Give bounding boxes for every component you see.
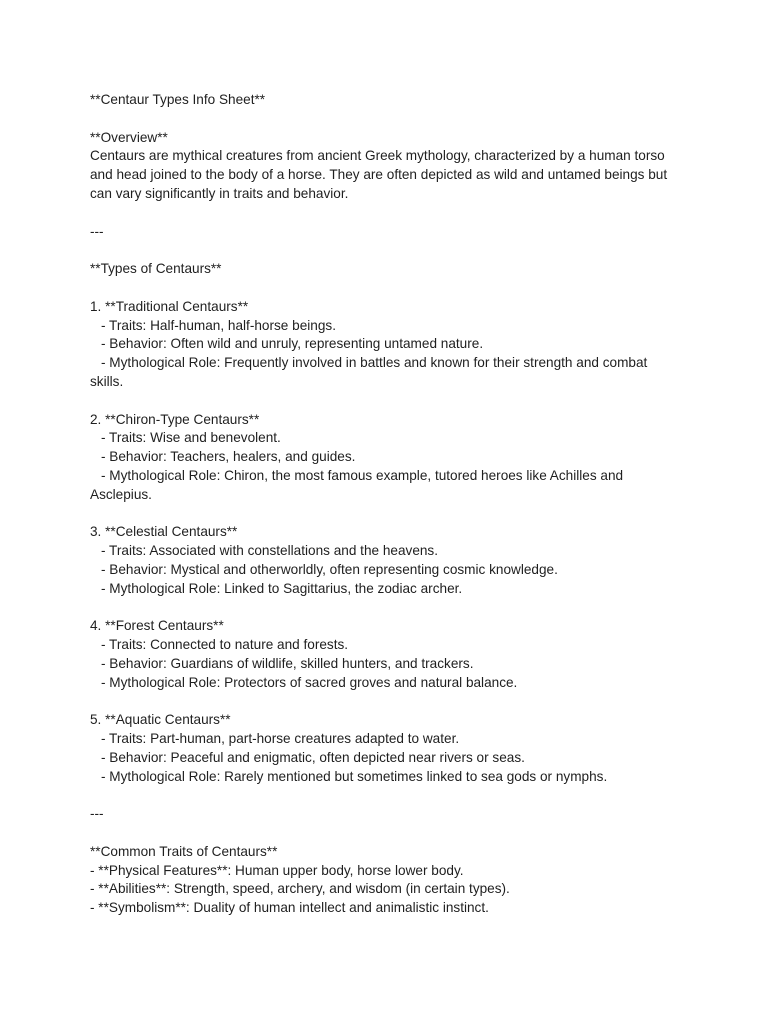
type-traits: - Traits: Connected to nature and forests. [101,637,349,653]
overview-line: and head joined to the body of a horse. They are often depicted as wild and untamed beings but [90,167,668,183]
type-role: - Mythological Role: Protectors of sacred groves and natural balance. [101,674,518,690]
type-role: - Mythological Role: Chiron, the most famous example, tutored heroes like Achilles and [101,467,624,483]
section-separator: --- [90,806,104,822]
type-traits: - Traits: Associated with constellations and the heavens. [101,543,439,559]
spacer [90,279,696,298]
type-traits: - Traits: Part-human, part-horse creatures adapted to water. [101,731,460,747]
overview-line: can vary significantly in traits and behavior. [90,185,349,201]
type-heading: 4. **Forest Centaurs** [90,618,224,634]
types-heading: **Types of Centaurs** [90,261,222,277]
overview-line: Centaurs are mythical creatures from ancient Greek mythology, characterized by a human torso [90,148,665,164]
type-behavior: - Behavior: Often wild and unruly, representing untamed nature. [101,336,484,352]
overview-heading: **Overview** [90,129,168,145]
type-role-continued: skills. [90,373,124,389]
spacer [90,110,696,129]
type-role-continued: Asclepius. [90,486,152,502]
type-traits: - Traits: Wise and benevolent. [101,430,281,446]
type-role: - Mythological Role: Rarely mentioned but sometimes linked to sea gods or nymphs. [101,768,608,784]
spacer [90,786,696,805]
type-heading: 3. **Celestial Centaurs** [90,524,238,540]
type-role: - Mythological Role: Linked to Sagittarius, the zodiac archer. [101,580,463,596]
spacer [90,693,696,712]
type-traits: - Traits: Half-human, half-horse beings. [101,317,336,333]
spacer [90,392,696,411]
type-behavior: - Behavior: Teachers, healers, and guides. [101,449,356,465]
spacer [90,204,696,223]
type-heading: 5. **Aquatic Centaurs** [90,712,231,728]
section-separator: --- [90,223,104,239]
document-title: **Centaur Types Info Sheet** [90,92,266,107]
spacer [90,824,696,843]
type-behavior: - Behavior: Mystical and otherworldly, often representing cosmic knowledge. [101,561,558,577]
type-heading: 1. **Traditional Centaurs** [90,298,249,314]
common-trait-item: - **Symbolism**: Duality of human intellect and animalistic instinct. [90,900,489,916]
spacer [90,599,696,618]
common-trait-item: - **Abilities**: Strength, speed, archery, and wisdom (in certain types). [90,881,510,897]
type-behavior: - Behavior: Guardians of wildlife, skilled hunters, and trackers. [101,655,474,671]
common-trait-item: - **Physical Features**: Human upper body, horse lower body. [90,862,464,878]
spacer [90,505,696,524]
common-traits-heading: **Common Traits of Centaurs** [90,843,278,859]
type-behavior: - Behavior: Peaceful and enigmatic, often depicted near rivers or seas. [101,749,525,765]
spacer [90,241,696,260]
type-role: - Mythological Role: Frequently involved in battles and known for their strength and combat [101,355,648,371]
type-heading: 2. **Chiron-Type Centaurs** [90,411,260,427]
